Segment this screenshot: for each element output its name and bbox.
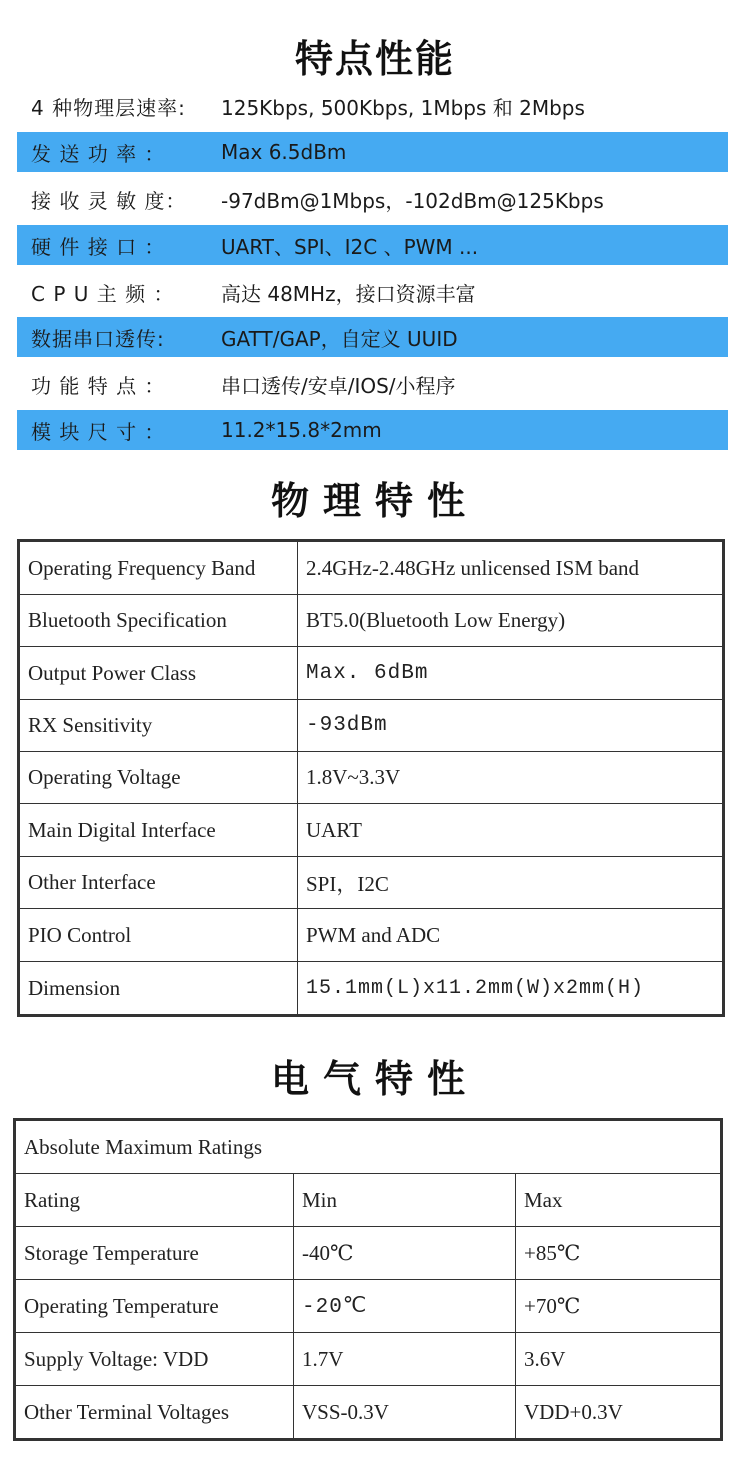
table-row xyxy=(20,804,723,857)
feature-row-functions xyxy=(17,364,728,404)
physical-value: 15.1mm(L)x11.2mm(W)x2mm(H) xyxy=(298,962,723,1015)
physical-value: Max. 6dBm xyxy=(298,647,723,700)
feature-value: Max 6.5dBm xyxy=(221,140,347,164)
column-header-min: Min xyxy=(294,1174,516,1227)
feature-row-hw-interface xyxy=(17,225,728,265)
physical-label: Operating Frequency Band xyxy=(20,542,298,595)
physical-value: UART xyxy=(298,804,723,857)
rating-min: -40℃ xyxy=(294,1227,516,1280)
feature-row-size xyxy=(17,410,728,450)
ratings-caption: Absolute Maximum Ratings xyxy=(16,1121,721,1174)
feature-label: 功 能 特 点 ： xyxy=(31,373,166,398)
electrical-title: 电气特性 xyxy=(270,1057,479,1101)
feature-value: GATT/GAP，自定义 UUID xyxy=(221,326,458,351)
rating-max: VDD+0.3V xyxy=(516,1386,721,1439)
table-row xyxy=(16,1121,721,1174)
rating-max: +85℃ xyxy=(516,1227,721,1280)
physical-value: PWM and ADC xyxy=(298,909,723,962)
rating-min: -20℃ xyxy=(294,1280,516,1333)
features-title: 特点性能 xyxy=(294,37,455,81)
physical-table xyxy=(19,541,723,1015)
table-header-row xyxy=(16,1174,721,1227)
feature-value: -97dBm@1Mbps，-102dBm@125Kbps xyxy=(221,188,604,213)
column-header-rating: Rating xyxy=(16,1174,294,1227)
feature-label: C P U 主 频 ： xyxy=(31,281,175,306)
physical-label: Dimension xyxy=(20,962,298,1015)
table-row xyxy=(20,647,723,700)
feature-row-rate xyxy=(17,86,728,126)
table-row xyxy=(20,857,723,909)
rating-min: 1.7V xyxy=(294,1333,516,1386)
table-row xyxy=(16,1280,721,1333)
physical-label: Bluetooth Specification xyxy=(20,595,298,647)
physical-value: 2.4GHz-2.48GHz unlicensed ISM band xyxy=(298,542,723,595)
physical-value: -93dBm xyxy=(298,700,723,752)
feature-row-tx-power xyxy=(17,132,728,172)
physical-label: Output Power Class xyxy=(20,647,298,700)
feature-row-rx-sensitivity xyxy=(17,179,728,219)
feature-label: 硬 件 接 口 ： xyxy=(31,234,166,259)
feature-value: 11.2*15.8*2mm xyxy=(221,418,382,442)
rating-max: 3.6V xyxy=(516,1333,721,1386)
physical-value: SPI，I2C xyxy=(298,857,723,909)
physical-label: Operating Voltage xyxy=(20,752,298,804)
feature-value: UART、SPI、I2C 、PWM ... xyxy=(221,234,479,259)
feature-row-uart-passthrough xyxy=(17,317,728,357)
physical-value: BT5.0(Bluetooth Low Energy) xyxy=(298,595,723,647)
table-row xyxy=(20,962,723,1015)
physical-title: 物理特性 xyxy=(270,479,479,523)
physical-label: Other Interface xyxy=(20,857,298,909)
feature-label: 4 种物理层速率: xyxy=(31,95,186,120)
rating-min: VSS-0.3V xyxy=(294,1386,516,1439)
table-row xyxy=(20,752,723,804)
table-row xyxy=(20,542,723,595)
rating-name: Operating Temperature xyxy=(16,1280,294,1333)
feature-value: 125Kbps, 500Kbps, 1Mbps 和 2Mbps xyxy=(221,95,585,120)
electrical-table xyxy=(15,1120,721,1439)
feature-label: 模 块 尺 寸 ： xyxy=(31,419,166,444)
feature-label: 数据串口透传: xyxy=(31,326,165,351)
feature-label: 发 送 功 率 ： xyxy=(31,141,166,166)
physical-label: PIO Control xyxy=(20,909,298,962)
table-row xyxy=(20,595,723,647)
rating-name: Other Terminal Voltages xyxy=(16,1386,294,1439)
physical-value: 1.8V~3.3V xyxy=(298,752,723,804)
feature-value: 串口透传/安卓/IOS/小程序 xyxy=(221,373,456,398)
table-row xyxy=(20,909,723,962)
table-row xyxy=(16,1386,721,1439)
rating-name: Storage Temperature xyxy=(16,1227,294,1280)
feature-label: 接 收 灵 敏 度： xyxy=(31,188,187,213)
feature-row-cpu xyxy=(17,272,728,312)
rating-max: +70℃ xyxy=(516,1280,721,1333)
physical-label: RX Sensitivity xyxy=(20,700,298,752)
table-row xyxy=(16,1227,721,1280)
physical-label: Main Digital Interface xyxy=(20,804,298,857)
rating-name: Supply Voltage: VDD xyxy=(16,1333,294,1386)
table-row xyxy=(16,1333,721,1386)
table-row xyxy=(20,700,723,752)
feature-value: 高达 48MHz，接口资源丰富 xyxy=(221,281,476,306)
column-header-max: Max xyxy=(516,1174,721,1227)
